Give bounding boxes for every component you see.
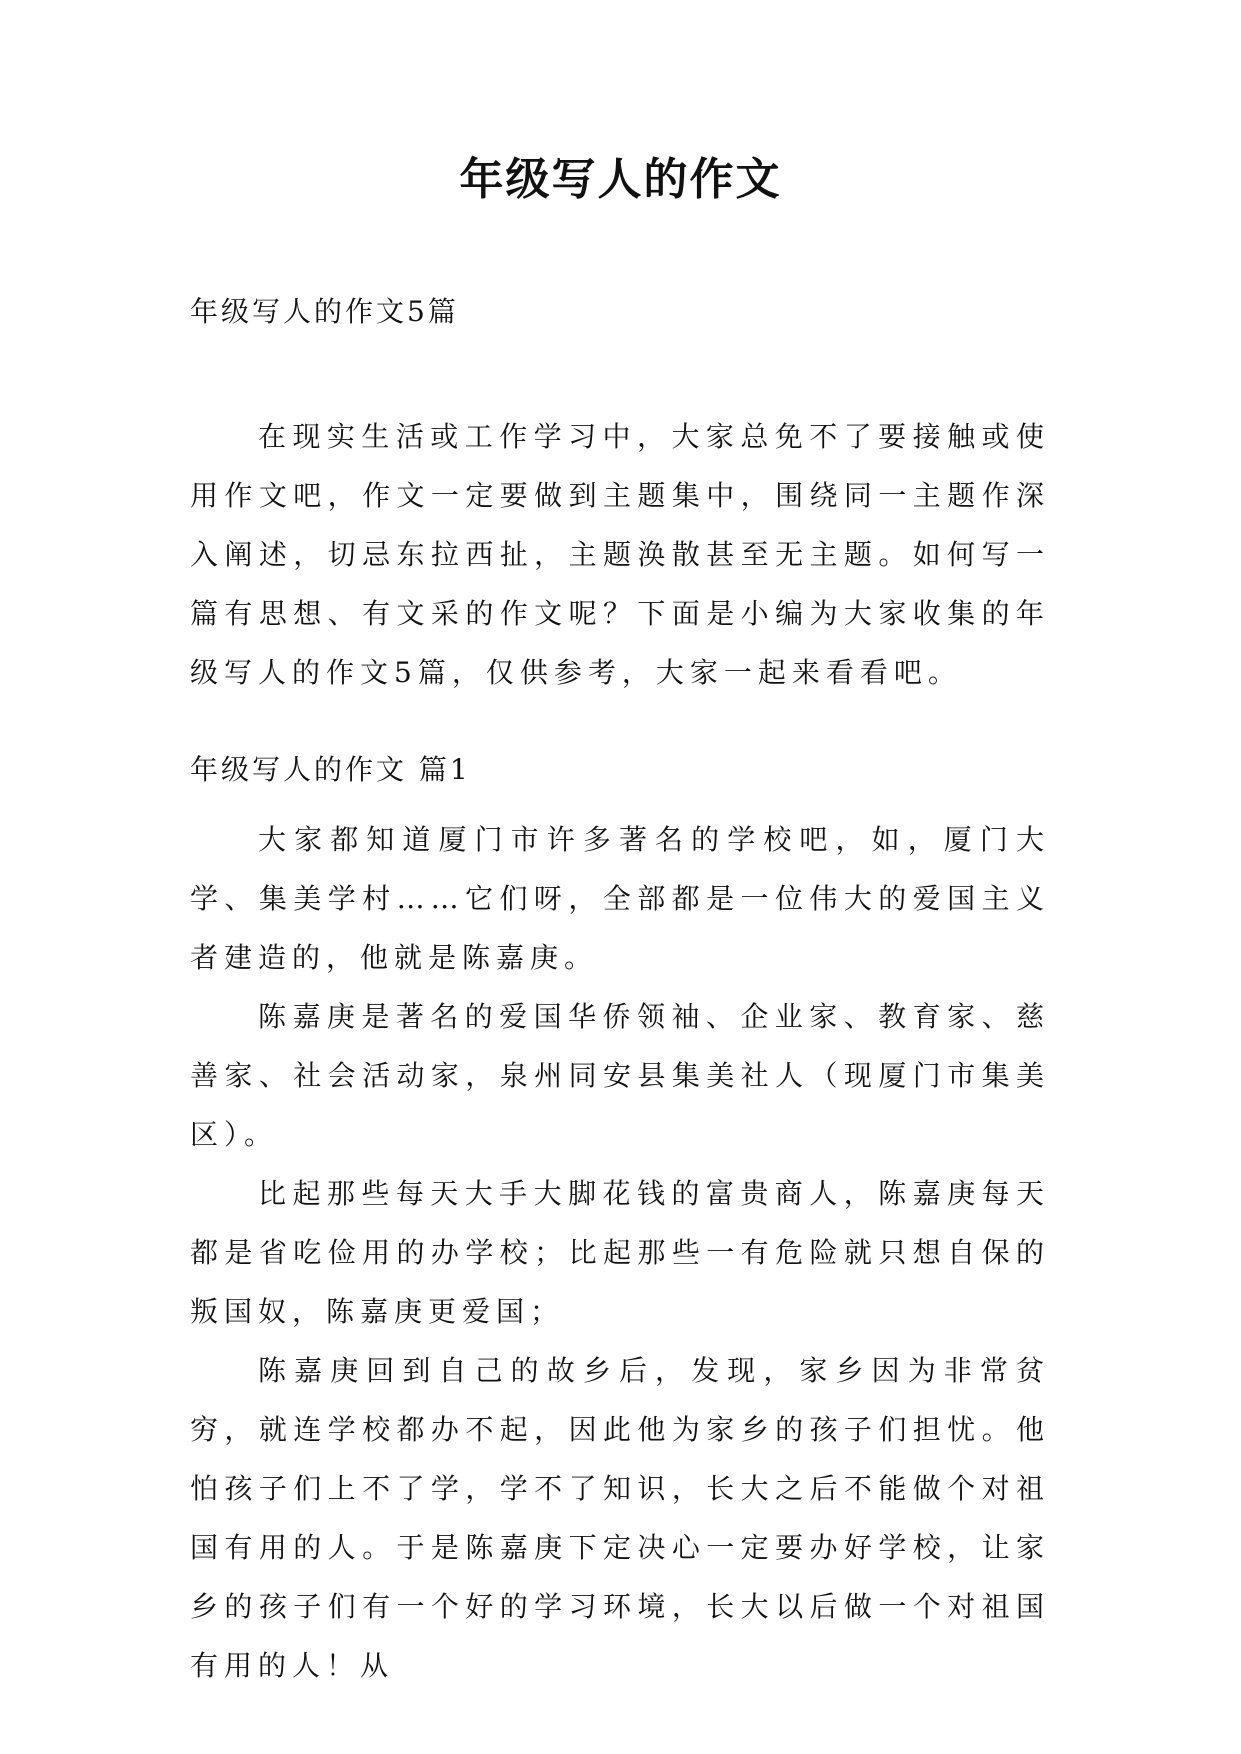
body-paragraph-1: 大家都知道厦门市许多著名的学校吧，如，厦门大学、集美学村……它们呀，全部都是一位伟大的爱国主义者建造的，他就是陈嘉庚。 [190,823,1050,974]
section-body [190,810,1050,1695]
body-paragraph-3: 比起那些每天大手大脚花钱的富贵商人，陈嘉庚每天都是省吃俭用的办学校；比起那些一有危险就只想自保的叛国奴，陈嘉庚更爱国； [190,1177,1050,1328]
document-title: 年级写人的作文 [459,154,782,205]
body-paragraph-4: 陈嘉庚回到自己的故乡后，发现，家乡因为非常贫穷，就连学校都办不起，因此他为家乡的孩子们担忧。他怕孩子们上不了学，学不了知识，长大之后不能做个对祖国有用的人。于是陈嘉庚下定决心一定要办好学校，让家乡的孩子们有一个好的学习环境，长大以后做一个对祖国有用的人！从 [190,1354,1050,1682]
intro-paragraph: 在现实生活或工作学习中，大家总免不了要接触或使用作文吧，作文一定要做到主题集中，围绕同一主题作深入阐述，切忌东拉西扯，主题涣散甚至无主题。如何写一篇有思想、有文采的作文呢？下面是小编为大家收集的年级写人的作文5篇，仅供参考，大家一起来看看吧。 [190,420,1050,689]
body-paragraph-2: 陈嘉庚是著名的爱国华侨领袖、企业家、教育家、慈善家、社会活动家，泉州同安县集美社人（现厦门市集美区）。 [190,1000,1050,1151]
intro-block [190,407,1050,702]
document-subtitle: 年级写人的作文5篇 [190,295,459,328]
section-heading: 年级写人的作文 篇1 [190,753,471,786]
